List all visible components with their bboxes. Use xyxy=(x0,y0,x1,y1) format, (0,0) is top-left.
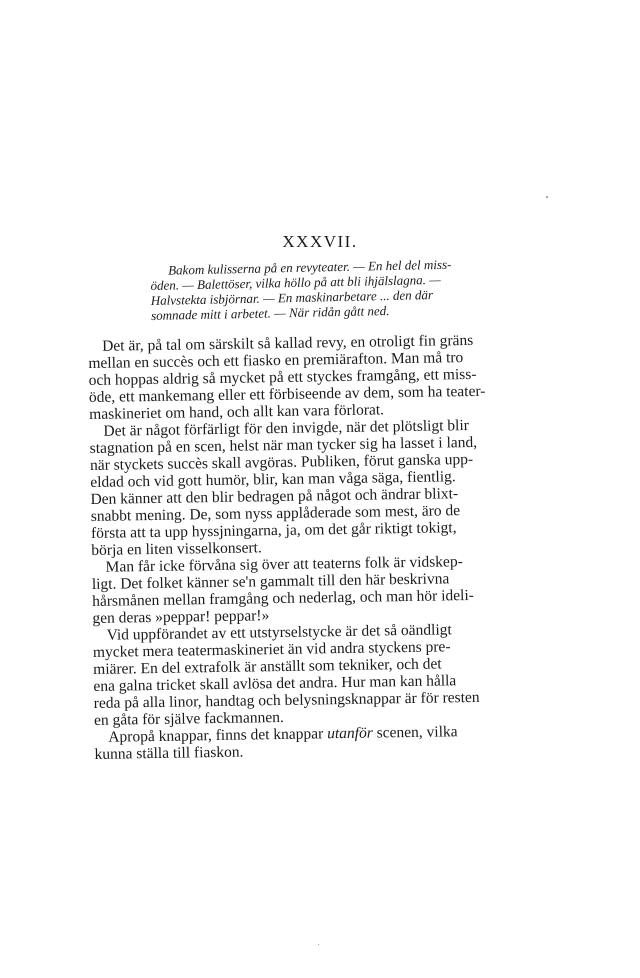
paper-speck xyxy=(318,944,319,945)
text-fragment: Apropå knappar, finns det knappar xyxy=(108,725,328,746)
text-line: maskineriet om hand, och allt kan vara förlorat. xyxy=(89,401,385,423)
synopsis-line: somnade mitt i arbetet. — När ridån gått ned. xyxy=(150,302,390,323)
text-line: reda på alla linor, handtag och belysningsknappar är för resten xyxy=(93,688,480,712)
text-line: och hoppas aldrig så mycket på ett styckes framgång, ett miss- xyxy=(88,365,477,389)
paragraph xyxy=(89,416,536,559)
text-line: hårsmånen mellan framgång och nederlag, och man hör ideli- xyxy=(92,586,474,610)
text-line: börja en liten visselkonsert. xyxy=(91,539,262,559)
text-line: mellan en succès och ett fiasko en premiärafton. Man må tro xyxy=(88,349,464,372)
text-fragment: scenen, vilka xyxy=(372,723,458,742)
text-line: eldad och vid gott humör, blir, kan man våga säga, fientlig. xyxy=(90,468,456,491)
chapter-title: XXXVII. xyxy=(282,232,358,251)
text-line: Vid uppförandet av ett utstyrselstycke är det så oändligt xyxy=(106,621,452,644)
text-line: snabbt mening. De, som nyss applåderade som mest, äro de xyxy=(90,502,461,525)
text-line: gen deras »peppar! peppar!» xyxy=(92,607,270,627)
paragraph xyxy=(94,722,539,763)
text-line: en gåta för själve fackmannen. xyxy=(93,708,284,729)
chapter-synopsis xyxy=(150,255,536,323)
text-line: Det är, på tal om särskilt så kallad revy, en otroligt fin gräns xyxy=(101,331,474,355)
paragraph xyxy=(88,331,534,423)
paragraph xyxy=(93,620,540,729)
text-line: Det är något förfärligt för den invigde, när det plötsligt blir xyxy=(103,417,470,440)
synopsis-line: Halvstekta isbjörnar. — En maskinarbetare ... den där xyxy=(150,287,434,308)
text-line: stagnation på en scen, helst när man tycker sig ha lasset i land, xyxy=(89,433,478,457)
text-line: Den känner att den blir bedragen på något och ändrar blixt- xyxy=(90,485,459,508)
emphasized-word: utanför xyxy=(327,724,373,743)
text-line: när styckets succès skall avgöras. Publiken, förut ganska upp- xyxy=(89,450,474,474)
text-line: kunna ställa till fiaskon. xyxy=(94,743,244,763)
body-text xyxy=(88,331,540,763)
text-line: öde, ett mankemang eller ett förbiseende av dem, som ha teater- xyxy=(88,382,486,406)
text-line: miärer. En del extrafolk är anställt som tekniker, och det xyxy=(93,655,442,678)
text-line: Man får icke förvåna sig över att teaterns folk är vidskep- xyxy=(105,553,463,576)
synopsis-line: öden. — Balettöser, vilka höllo på att bli ihjälslagna. — xyxy=(150,271,441,293)
text-line: ligt. Det folket känner se'n gammalt till den här beskrivna xyxy=(91,570,450,593)
synopsis-line: Bakom kulisserna på en revyteater. — En hel del miss- xyxy=(167,256,452,278)
paragraph xyxy=(91,552,537,627)
text-line: första att ta upp hyssjningarna, ja, om det går riktigt tokigt, xyxy=(90,519,457,542)
text-line: mycket mera teatermaskineriet än vid andra styckens pre- xyxy=(92,638,451,661)
paper-speck xyxy=(546,196,548,198)
text-line: ena galna tricket skall avlösa det andra. Hur man kan hålla xyxy=(93,672,457,695)
